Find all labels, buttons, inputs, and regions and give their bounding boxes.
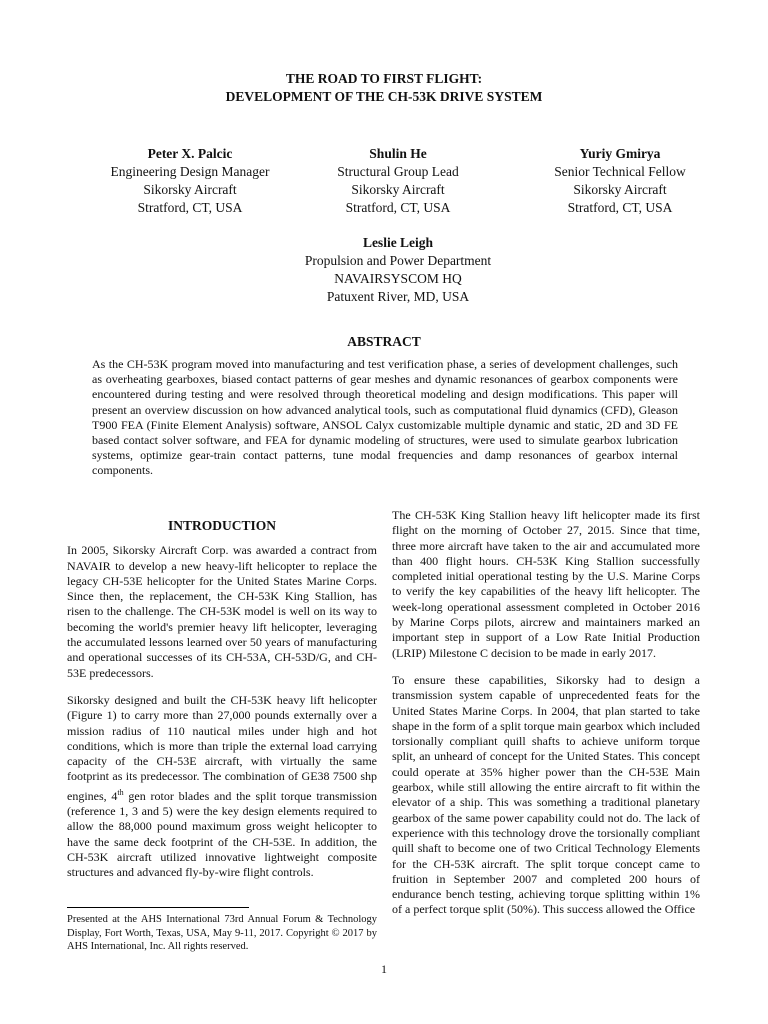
abstract-text: As the CH-53K program moved into manufacturing and test verification phase, a series of development challenges, such as overheating gearboxes, biased contact patterns of gear meshes and dynamic resonances of gearbox components were encountered during testing and were resolved through theoretical modeling and design modifications. This paper will present an overview discussion on how advanced analytical tools, such as computational fluid dynamics (CFD), Gleason T900 FEA (Finite Element Analysis) software, ANSOL Calyx customizable multiple dynamic and static, 2D and 3D FE based contact solver software, and FEA for dynamic modeling of structures, were used to simulate gearbox lubrication systems, optimize gear-train contact patterns, tune modal frequencies and damp resonances of gearbox internal components. [92, 357, 678, 478]
author-org: Sikorsky Aircraft [351, 182, 445, 197]
intro-paragraph-1: In 2005, Sikorsky Aircraft Corp. was awarded a contract from NAVAIR to develop a new heavy-lift helicopter to replace the legacy CH-53E helicopter for the United States Marine Corps. Since then, the replacement, the CH-53K King Stallion, has risen to the challenge. The CH-53K model is well on its way to becoming the world's premier heavy lift helicopter, leveraging the accumulated lessons learned over 50 years of manufacturing and operational successes of its CH-53A, CH-53D/G, and CH-53E predecessors. [67, 543, 377, 680]
author-location: Stratford, CT, USA [345, 200, 451, 215]
intro-paragraph-2-part-b: gen rotor blades and the split torque transmission (reference 1, 3 and 5) were the key design elements required to allow the 88,000 pound maximum gross weight helicopter to have the same deck footprint of the CH-53E. In addition, the CH-53K aircraft utilized innovative lightweight composite structures and advanced fly-by-wire flight controls. [67, 788, 378, 880]
author-org: NAVAIRSYSCOM HQ [334, 271, 462, 286]
author-org: Sikorsky Aircraft [573, 182, 667, 197]
author-block [298, 145, 498, 217]
author-role: Senior Technical Fellow [554, 164, 686, 179]
intro-paragraph-2 [67, 693, 377, 881]
author-name: Yuriy Gmirya [579, 146, 661, 161]
author-block [90, 145, 290, 217]
author-location: Patuxent River, MD, USA [326, 289, 470, 304]
author-block [510, 145, 730, 217]
author-location: Stratford, CT, USA [567, 200, 673, 215]
superscript: th [117, 787, 124, 797]
author-role: Structural Group Lead [337, 164, 459, 179]
right-paragraph-1: The CH-53K King Stallion heavy lift helicopter made its first flight on the morning of October 27, 2015. Since that time, three more aircraft have taken to the air and accumulated more than 400 flight hours. CH-53K King Stallion successfully completed initial operational testing by the U.S. Marine Corps to verify the key capabilities of the heavy lift helicopter. The week-long operational assessment completed in October 2016 by Marine Corps pilots, aircrew and maintainers marked an important step in support of a Low Rate Initial Production (LRIP) Milestone C decision to be made in early 2017. [392, 508, 700, 660]
author-name: Leslie Leigh [362, 235, 434, 250]
paper-title [0, 70, 768, 106]
right-paragraph-2: To ensure these capabilities, Sikorsky had to design a transmission system capable of unprecedented feats for the United States Marine Corps. In 2004, that plan started to take shape in the form of a split torque main gearbox which included torsionally compliant quill shafts to achieve uniform torque split, an unheard of concept for the United States. This concept could operate at 35% higher power than the CH-53E Main gearbox, while still allowing the entire aircraft to fit within the elevator of a ship. This was something a traditional planetary gearbox of the same power capability could not do. The lack of experience with this technology drove the torsionally compliant quill shaft to become one of two Critical Technology Elements for the CH-53K aircraft. The split torque concept came to fruition in September 2007 and completed 200 hours of endurance bench testing, achieving torque splitting within 1% of a perfect torque split (50%). This success allowed the Office [392, 672, 700, 917]
title-line-2: DEVELOPMENT OF THE CH-53K DRIVE SYSTEM [225, 89, 543, 104]
author-block [248, 234, 548, 306]
footnote: Presented at the AHS International 73rd Annual Forum & Technology Display, Fort Worth, Texas, USA, May 9-11, 2017. Copyright © 2017 by AHS International, Inc. All rights reserved. [67, 914, 377, 952]
left-column [67, 518, 377, 893]
author-name: Shulin He [369, 146, 427, 161]
title-line-1: THE ROAD TO FIRST FLIGHT: [285, 71, 483, 86]
author-role: Engineering Design Manager [110, 164, 270, 179]
page-number: 1 [381, 962, 387, 976]
abstract-heading: ABSTRACT [347, 334, 421, 349]
right-column [392, 508, 700, 930]
introduction-heading: INTRODUCTION [167, 518, 276, 533]
intro-paragraph-2-part-a: Sikorsky designed and built the CH-53K heavy lift helicopter (Figure 1) to carry more than 27,000 pounds externally over a mission radius of 110 nautical miles under high and hot conditions, which is more than triple the external load carrying capacity of the CH-53E aircraft, with virtually the same footprint as its predecessor. The combination of GE38 7500 shp engines, 4 [67, 692, 377, 803]
author-role: Propulsion and Power Department [304, 253, 492, 268]
author-name: Peter X. Palcic [147, 146, 233, 161]
author-org: Sikorsky Aircraft [143, 182, 237, 197]
author-location: Stratford, CT, USA [137, 200, 243, 215]
footnote-rule [67, 907, 249, 908]
